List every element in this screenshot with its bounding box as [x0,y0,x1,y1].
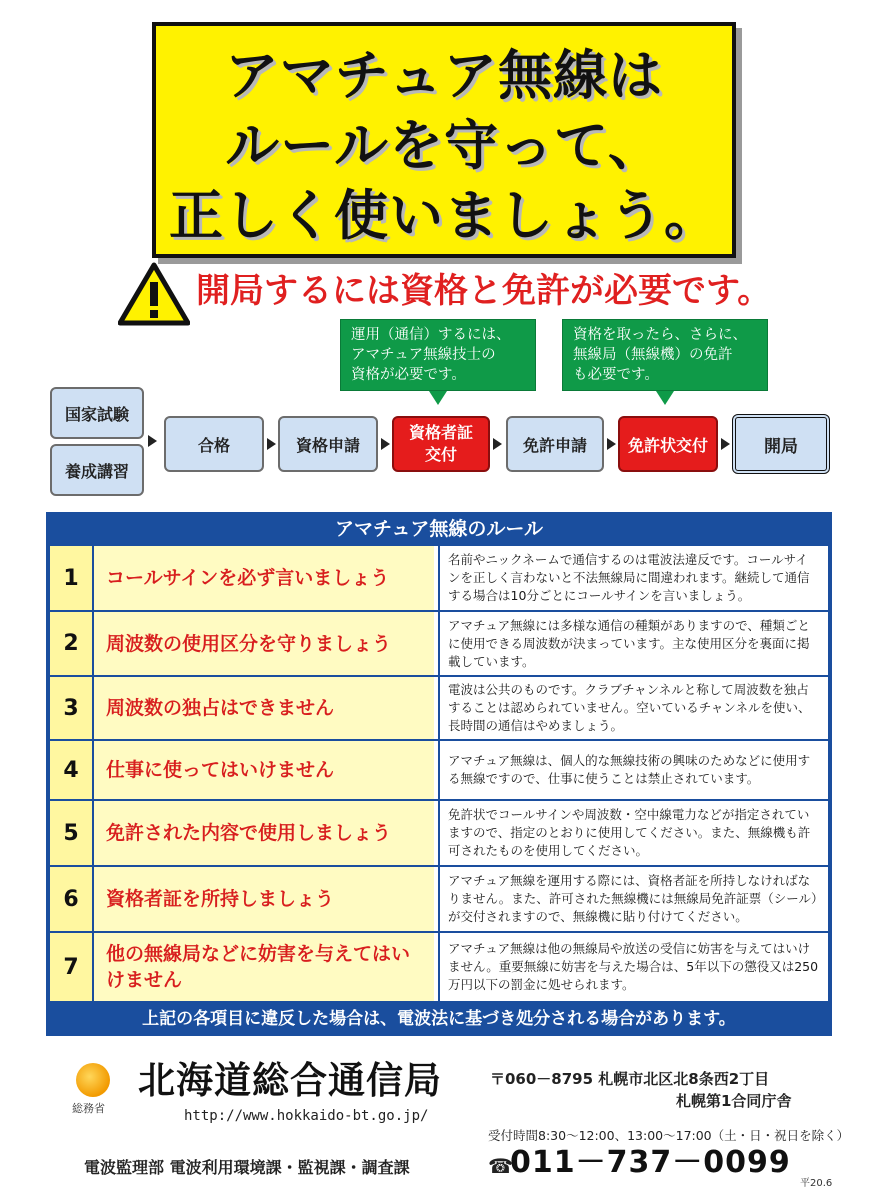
flow-arrow [381,438,390,450]
office-hours: 受付時間8:30～12:00、13:00～17:00（土・日・祝日を除く） [488,1128,850,1143]
rule-description: アマチュア無線には多様な通信の種類がありますので、種類ごとに使用できる周波数が決まっています。主な使用区分を裏面に掲載しています。 [438,612,828,675]
table-row [50,867,828,931]
rule-number: 1 [50,546,94,610]
callout-pointer [656,391,674,405]
callout-pointer [429,391,447,405]
rule-title: 周波数の独占はできません [94,677,434,739]
ministry-logo-icon [76,1063,110,1097]
rule-description: アマチュア無線は、個人的な無線技術の興味のためなどに使用する無線ですので、仕事に使うことは禁止されています。 [438,741,828,799]
callout-line: 資格が必要です。 [351,367,466,383]
table-row [50,546,828,610]
flow-station-open: 開局 [732,414,830,474]
rule-title: コールサインを必ず言いましょう [94,546,434,610]
rule-title: 他の無線局などに妨害を与えてはいけません [94,933,434,1001]
table-row [50,612,828,675]
callout-line: 資格を取ったら、さらに、 [573,327,747,343]
callout-line: も必要です。 [573,367,659,383]
title-line-2: ルールを守って、 [225,114,663,177]
rule-number: 2 [50,612,94,675]
ministry-label: 総務省 [72,1102,105,1115]
edition-label: 平20.6 [800,1178,833,1189]
title-line-3: 正しく使いましょう。 [169,184,719,247]
rule-description: 電波は公共のものです。クラブチャンネルと称して周波数を独占することは認められていません。空いているチャンネルを使い、長時間の通信はやめましょう。 [438,677,828,739]
rule-title: 仕事に使ってはいけません [94,741,434,799]
flow-pass: 合格 [164,416,264,472]
callout-line: 運用（通信）するには、 [351,327,511,343]
flow-arrow [267,438,276,450]
flow-qualification-application: 資格申請 [278,416,378,472]
rule-number: 6 [50,867,94,931]
table-row [50,741,828,799]
website-link[interactable]: http://www.hokkaido-bt.go.jp/ [184,1108,429,1124]
flow-certificate-issued [392,416,490,472]
title-banner [152,22,736,258]
phone-number: 011－737－0099 [510,1145,791,1180]
flow-arrow [493,438,502,450]
flow-license-issued: 免許状交付 [618,416,718,472]
organization-name: 北海道総合通信局 [138,1059,442,1102]
callout-line: アマチュア無線技士の [351,347,496,363]
rule-number: 4 [50,741,94,799]
flow-arrow [607,438,616,450]
table-row [50,933,828,1001]
title-line-1: アマチュア無線は [224,44,664,107]
flow-national-exam: 国家試験 [50,387,144,439]
rule-description: アマチュア無線を運用する際には、資格者証を所持しなければなりません。また、許可された無線機には無線局免許証票（シール）が交付されますので、無線機に貼り付けてください。 [438,867,828,931]
telephone-icon: ☎ [488,1154,513,1178]
flow-license-application: 免許申請 [506,416,604,472]
callout-qualification [340,319,536,391]
rule-description: アマチュア無線は他の無線局や放送の受信に妨害を与えてはいけません。重要無線に妨害を与えた場合は、5年以下の懲役又は250万円以下の罰金に処せられます。 [438,933,828,1001]
flow-step-line: 資格者証 [408,423,473,442]
rule-title: 周波数の使用区分を守りましょう [94,612,434,675]
flow-training-course: 養成講習 [50,444,144,496]
warning-triangle-icon [118,262,190,326]
flow-arrow [721,438,730,450]
rules-table-footer: 上記の各項目に違反した場合は、電波法に基づき処分される場合があります。 [142,1009,736,1029]
rule-number: 5 [50,801,94,865]
callout-line: 無線局（無線機）の免許 [573,347,733,363]
rule-description: 免許状でコールサインや周波数・空中線電力などが指定されていますので、指定のとおりに使用してください。また、無線機も許可されたものを使用してください。 [438,801,828,865]
rule-number: 7 [50,933,94,1001]
rule-title: 免許された内容で使用しましょう [94,801,434,865]
callout-license [562,319,768,391]
warning-text: 開局するには資格と免許が必要です。 [196,271,772,311]
table-row [50,801,828,865]
table-row [50,677,828,739]
address-line-2: 札幌第1合同庁舎 [676,1092,792,1110]
flow-step-line: 交付 [424,445,457,464]
rule-description: 名前やニックネームで通信するのは電波法違反です。コールサインを正しく言わないと不法無線局に間違われます。継続して通信する場合は10分ごとにコールサインを言いましょう。 [438,546,828,610]
flow-arrow [148,435,157,447]
address-line-1: 〒060－8795 札幌市北区北8条西2丁目 [490,1070,770,1088]
rules-table-header: アマチュア無線のルール [334,518,544,540]
department-name: 電波監理部 電波利用環境課・監視課・調査課 [84,1158,410,1177]
rule-number: 3 [50,677,94,739]
rule-title: 資格者証を所持しましょう [94,867,434,931]
